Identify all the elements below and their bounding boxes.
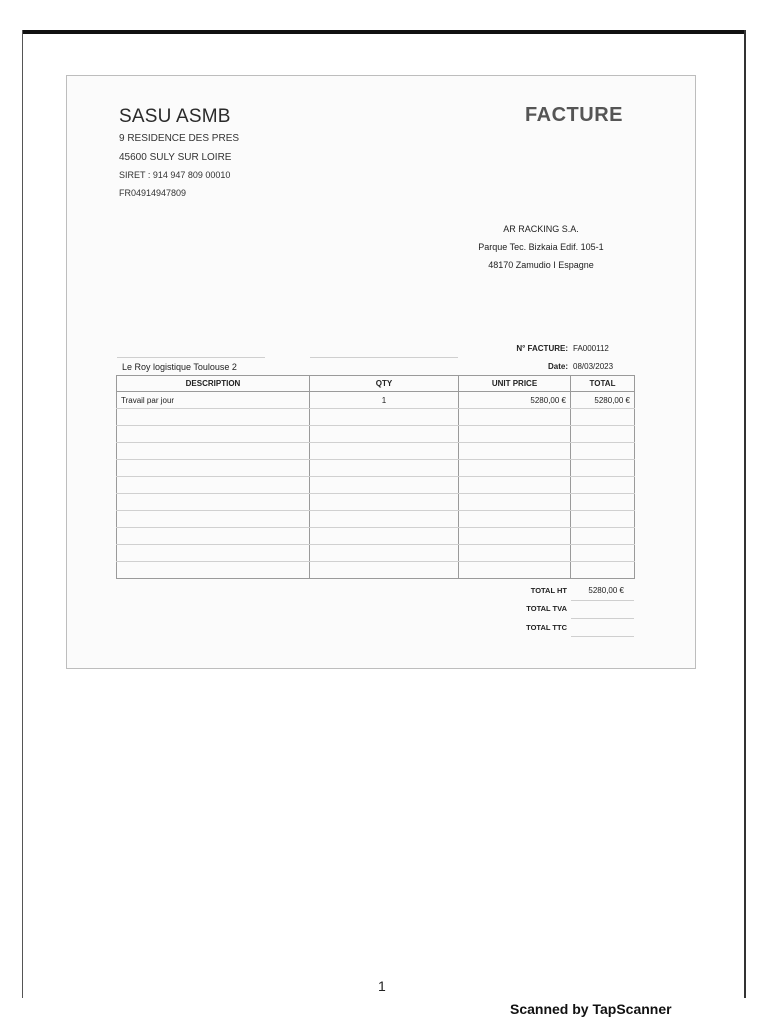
table-row [117, 511, 635, 528]
cell-unit-price [459, 460, 571, 477]
total-ht-value: 5280,00 € [588, 586, 624, 595]
header-description: DESCRIPTION [117, 376, 310, 392]
issuer-address-line2: 45600 SULY SUR LOIRE [119, 152, 232, 163]
line-items-table [116, 375, 635, 579]
total-ttc-label: TOTAL TTC [526, 623, 567, 632]
scan-edge-left [22, 30, 23, 998]
issuer-vat-number: FR04914947809 [119, 188, 187, 198]
cell-qty [310, 443, 459, 460]
cell-total [571, 460, 635, 477]
document-title: FACTURE [525, 104, 623, 126]
cell-total [571, 511, 635, 528]
cell-total [571, 426, 635, 443]
cell-qty [310, 494, 459, 511]
cell-description [117, 426, 310, 443]
field-underline [117, 357, 265, 358]
cell-qty [310, 528, 459, 545]
table-row [117, 477, 635, 494]
header-total: TOTAL [571, 376, 635, 392]
table-row [117, 545, 635, 562]
cell-unit-price [459, 511, 571, 528]
cell-unit-price [459, 528, 571, 545]
cell-total [571, 477, 635, 494]
total-underline [571, 636, 634, 637]
issuer-siret: SIRET : 914 947 809 00010 [119, 170, 231, 180]
cell-qty [310, 409, 459, 426]
cell-unit-price [459, 426, 571, 443]
cell-unit-price: 5280,00 € [459, 392, 571, 409]
cell-description [117, 477, 310, 494]
cell-total [571, 443, 635, 460]
cell-qty [310, 460, 459, 477]
cell-unit-price [459, 545, 571, 562]
client-address-line2: 48170 Zamudio I Espagne [488, 260, 594, 270]
table-row [117, 392, 635, 409]
header-unit-price: UNIT PRICE [459, 376, 571, 392]
total-ht-label: TOTAL HT [530, 586, 567, 595]
total-underline [571, 618, 634, 619]
cell-description [117, 545, 310, 562]
invoice-number-value: FA000112 [573, 344, 609, 353]
scan-edge-right [744, 30, 746, 998]
project-name: Le Roy logistique Toulouse 2 [122, 362, 237, 372]
cell-qty [310, 562, 459, 579]
page-number: 1 [378, 978, 386, 994]
cell-description [117, 443, 310, 460]
table-row [117, 562, 635, 579]
cell-total [571, 494, 635, 511]
cell-total [571, 528, 635, 545]
cell-description [117, 409, 310, 426]
cell-total [571, 545, 635, 562]
table-row [117, 528, 635, 545]
cell-description [117, 528, 310, 545]
client-name: AR RACKING S.A. [503, 224, 579, 234]
invoice-date-value: 08/03/2023 [573, 362, 614, 371]
scanner-watermark: Scanned by TapScanner [510, 1001, 672, 1017]
issuer-name: SASU ASMB [119, 106, 231, 127]
cell-qty: 1 [310, 392, 459, 409]
cell-total [571, 409, 635, 426]
cell-description [117, 460, 310, 477]
invoice-number-label: N° FACTURE: [516, 344, 568, 353]
total-underline [571, 600, 634, 601]
cell-qty [310, 426, 459, 443]
cell-unit-price [459, 494, 571, 511]
table-row [117, 494, 635, 511]
cell-unit-price [459, 409, 571, 426]
cell-qty [310, 477, 459, 494]
cell-description: Travail par jour [117, 392, 310, 409]
table-row [117, 460, 635, 477]
cell-qty [310, 511, 459, 528]
header-qty: QTY [310, 376, 459, 392]
cell-description [117, 511, 310, 528]
cell-total: 5280,00 € [571, 392, 635, 409]
table-row [117, 409, 635, 426]
client-address-line1: Parque Tec. Bizkaia Edif. 105-1 [478, 242, 604, 252]
issuer-address-line1: 9 RESIDENCE DES PRES [119, 133, 240, 144]
table-row [117, 443, 635, 460]
cell-unit-price [459, 477, 571, 494]
cell-description [117, 562, 310, 579]
cell-unit-price [459, 562, 571, 579]
table-row [117, 426, 635, 443]
invoice-date-label: Date: [547, 362, 568, 371]
field-underline [310, 357, 458, 358]
cell-qty [310, 545, 459, 562]
cell-total [571, 562, 635, 579]
table-header-row [117, 376, 635, 392]
cell-description [117, 494, 310, 511]
scan-edge-top [22, 30, 746, 34]
invoice-sheet [66, 75, 696, 669]
total-tva-label: TOTAL TVA [526, 604, 567, 613]
cell-unit-price [459, 443, 571, 460]
